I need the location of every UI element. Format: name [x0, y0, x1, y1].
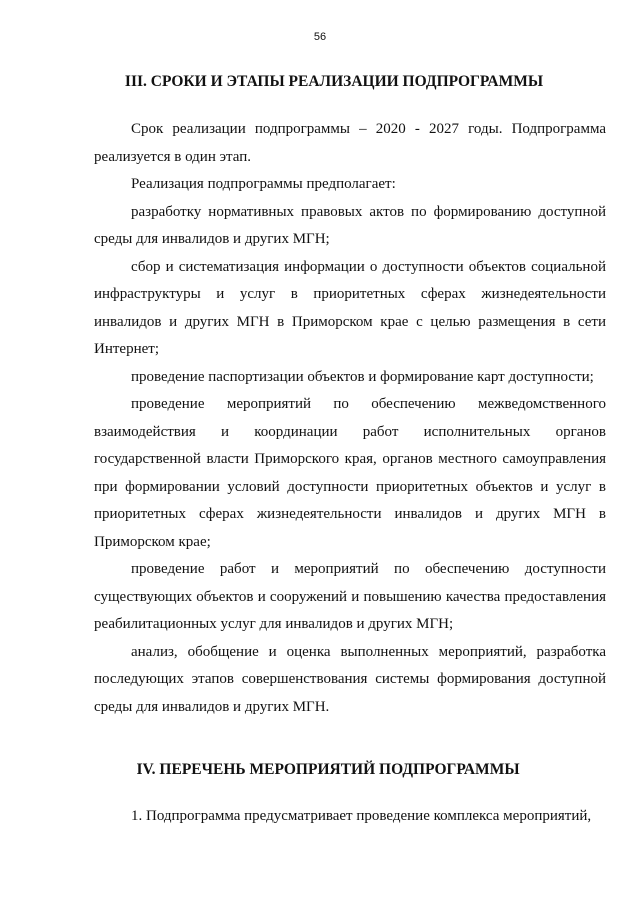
paragraph: Реализация подпрограммы предполагает:: [131, 176, 396, 192]
paragraph: сбор и систематизация информации о доступности объектов социальной инфраструктуры и услуг в приоритетных сферах жизнедеятельности инвалидов и других МГН в Приморском крае с целью размещения в сети Интернет;: [94, 258, 606, 357]
section-3-body: [94, 116, 606, 721]
paragraph: Срок реализации подпрограммы – 2020 - 2027 годы. Подпрограмма реализуется в один этап.: [94, 121, 606, 165]
section-3-heading: III. СРОКИ И ЭТАПЫ РЕАЛИЗАЦИИ ПОДПРОГРАММЫ: [124, 73, 544, 90]
section-4-heading: IV. ПЕРЕЧЕНЬ МЕРОПРИЯТИЙ ПОДПРОГРАММЫ: [136, 761, 520, 778]
paragraph: разработку нормативных правовых актов по формированию доступной среды для инвалидов и других МГН;: [94, 203, 606, 247]
paragraph: 1. Подпрограмма предусматривает проведение комплекса мероприятий,: [131, 808, 592, 824]
page-number: 56: [313, 31, 327, 43]
paragraph: анализ, обобщение и оценка выполненных мероприятий, разработка последующих этапов совершенствования системы формирования доступной среды для инвалидов и других МГН.: [94, 643, 606, 715]
paragraph: проведение работ и мероприятий по обеспечению доступности существующих объектов и сооружений и повышению качества предоставления реабилитационных услуг для инвалидов и других МГН;: [94, 561, 606, 632]
paragraph: проведение мероприятий по обеспечению межведомственного взаимодействия и координации работ исполнительных органов государственной власти Приморского края, органов местного самоуправления при формировании условий доступности приоритетных объектов и услуг в приоритетных сферах жизнедеятельности инвалидов и других МГН в Приморском крае;: [94, 396, 606, 550]
paragraph: проведение паспортизации объектов и формирование карт доступности;: [131, 368, 594, 385]
section-4-body: [94, 803, 606, 831]
